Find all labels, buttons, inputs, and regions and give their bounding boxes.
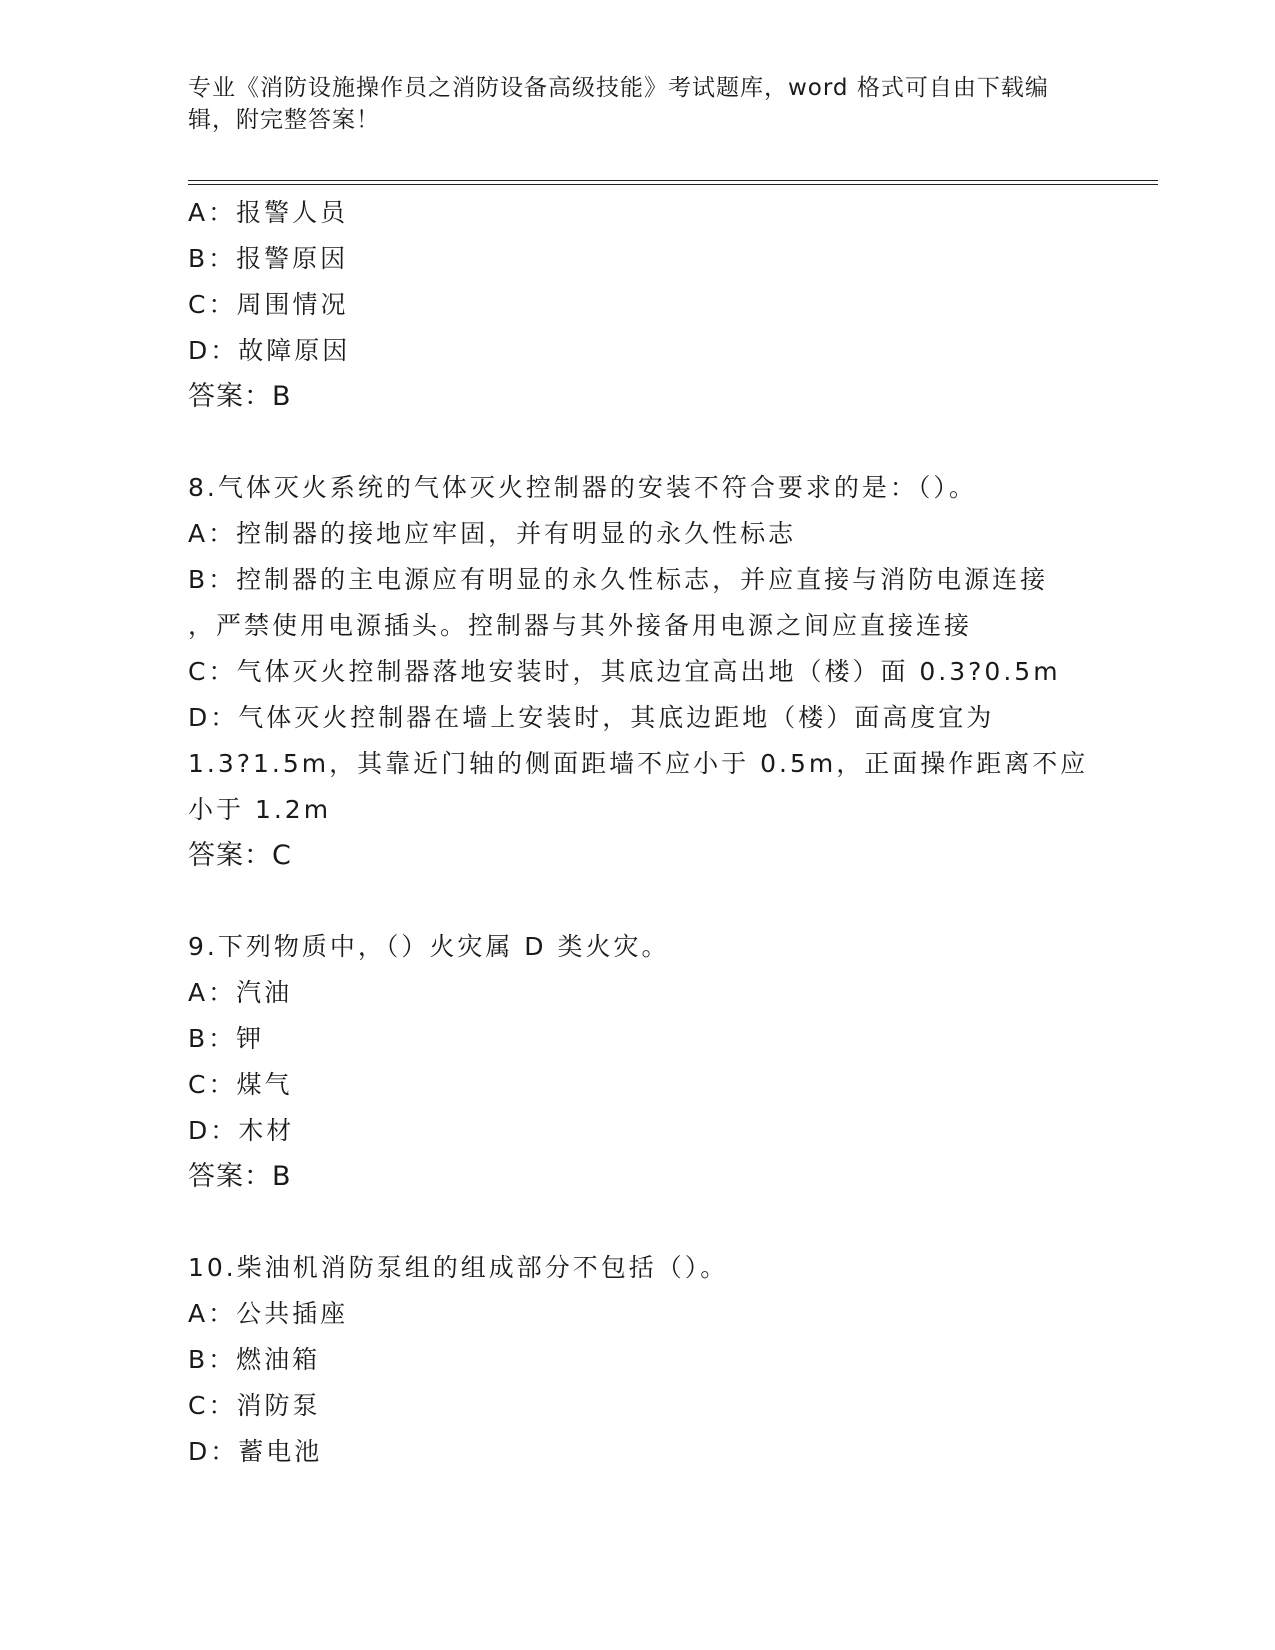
q8-option-a: A：控制器的接地应牢固，并有明显的永久性标志 (188, 519, 797, 548)
header-divider-top (188, 180, 1158, 181)
q9-answer: 答案：B (188, 1161, 292, 1192)
q9-option-c: C：煤气 (188, 1070, 293, 1099)
document-header (188, 72, 1088, 136)
header-divider-bottom (188, 184, 1158, 185)
question-7 (188, 190, 1188, 420)
q8-question: 8.气体灭火系统的气体灭火控制器的安装不符合要求的是：（）。 (188, 473, 977, 502)
q7-option-a: A：报警人员 (188, 198, 349, 227)
spacer (188, 879, 1188, 924)
q10-option-c: C：消防泵 (188, 1391, 321, 1420)
q10-question: 10.柴油机消防泵组的组成部分不包括（）。 (188, 1253, 729, 1282)
q8-option-b-line-1: B：控制器的主电源应有明显的永久性标志，并应直接与消防电源连接 (188, 565, 1049, 594)
question-9 (188, 924, 1188, 1200)
q8-option-d-line-3: 小于 1.2m (188, 795, 332, 824)
spacer (188, 420, 1188, 465)
q7-option-b: B：报警原因 (188, 244, 349, 273)
q9-option-d: D：木材 (188, 1116, 295, 1145)
question-10 (188, 1245, 1188, 1475)
q10-option-a: A：公共插座 (188, 1299, 349, 1328)
q8-option-b-line-2: ，严禁使用电源插头。控制器与其外接备用电源之间应直接连接 (188, 611, 973, 640)
header-line-1: 专业《消防设施操作员之消防设备高级技能》考试题库，word 格式可自由下载编 (188, 75, 1049, 101)
q9-option-a: A：汽油 (188, 978, 293, 1007)
spacer (188, 1200, 1188, 1245)
q10-option-b: B：燃油箱 (188, 1345, 321, 1374)
q9-question: 9.下列物质中，（）火灾属 D 类火灾。 (188, 932, 670, 961)
q10-option-d: D：蓄电池 (188, 1437, 323, 1466)
header-line-2: 辑，附完整答案！ (188, 107, 380, 133)
q8-answer: 答案：C (188, 840, 292, 871)
question-list (188, 190, 1188, 1475)
q7-option-c: C：周围情况 (188, 290, 349, 319)
question-8 (188, 465, 1188, 879)
q9-option-b: B：钾 (188, 1024, 265, 1053)
q7-option-d: D：故障原因 (188, 336, 351, 365)
q8-option-d-line-2: 1.3?1.5m，其靠近门轴的侧面距墙不应小于 0.5m，正面操作距离不应 (188, 749, 1089, 778)
q8-option-d-line-1: D：气体灭火控制器在墙上安装时，其底边距地（楼）面高度宜为 (188, 703, 995, 732)
q7-answer: 答案：B (188, 381, 292, 412)
q8-option-c: C：气体灭火控制器落地安装时，其底边宜高出地（楼）面 0.3?0.5m (188, 657, 1061, 686)
